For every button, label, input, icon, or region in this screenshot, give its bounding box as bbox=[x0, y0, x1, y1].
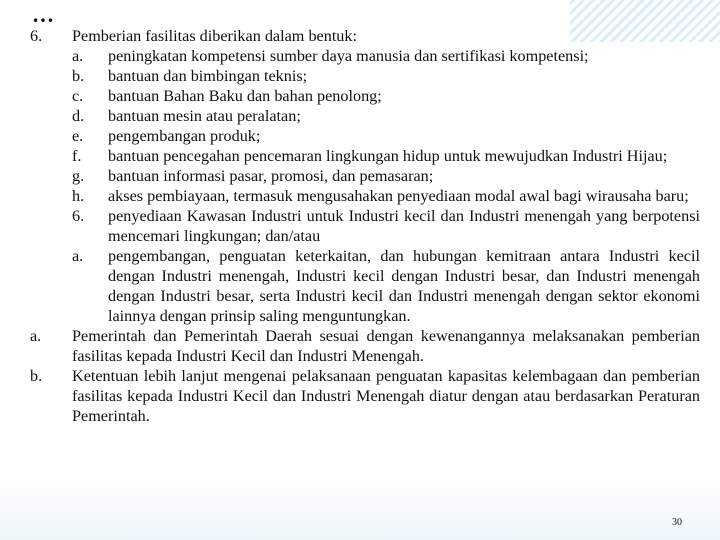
list-item-a bbox=[30, 326, 700, 366]
sub-marker: a. bbox=[72, 47, 84, 65]
continuation-ellipsis: … bbox=[32, 2, 55, 27]
sub-marker: 6. bbox=[72, 207, 85, 225]
sub-text: pengembangan, penguatan keterkaitan, dan hubungan kemitraan antara Industri kecil dengan Industri menengah, Industri kecil dengan Industri besar, dan Industri menengah dengan Industri besar, serta Industri kecil dan Industri menengah dengan sektor ekonomi lainnya dengan prinsip saling menguntungkan. bbox=[108, 247, 700, 325]
list-item-6 bbox=[30, 26, 700, 46]
sub-marker: c. bbox=[72, 87, 84, 105]
list-text: Pemerintah dan Pemerintah Daerah sesuai dengan kewenangannya melaksanakan pemberian fasilitas kepada Industri Kecil dan Industri Menengah. bbox=[72, 327, 700, 365]
sub-text: penyediaan Kawasan Industri untuk Industri kecil dan Industri menengah yang berpotensi mencemari lingkungan; dan/atau bbox=[108, 207, 700, 245]
sub-marker: h. bbox=[72, 187, 85, 205]
sub-text: bantuan informasi pasar, promosi, dan pemasaran; bbox=[108, 167, 434, 185]
list-number: a. bbox=[30, 327, 42, 345]
sub-item bbox=[72, 66, 700, 86]
sub-item bbox=[72, 206, 700, 246]
sub-text: peningkatan kompetensi sumber daya manusia dan sertifikasi kompetensi; bbox=[108, 47, 589, 65]
sub-marker: b. bbox=[72, 67, 85, 85]
sub-item bbox=[72, 106, 700, 126]
list-text: Ketentuan lebih lanjut mengenai pelaksanaan penguatan kapasitas kelembagaan dan pemberian fasilitas kepada Industri Kecil dan Industri Menengah diatur dengan atau berdasarkan Peraturan Pemerintah. bbox=[72, 367, 700, 425]
sub-text: bantuan dan bimbingan teknis; bbox=[108, 67, 308, 85]
sub-text: akses pembiayaan, termasuk mengusahakan penyediaan modal awal bagi wirausaha baru; bbox=[108, 187, 689, 205]
sub-marker: d. bbox=[72, 107, 85, 125]
list-text: Pemberian fasilitas diberikan dalam bentuk: bbox=[72, 27, 357, 45]
sub-item bbox=[72, 146, 700, 166]
sub-item bbox=[72, 166, 700, 186]
document-body bbox=[30, 26, 700, 426]
sub-marker: a. bbox=[72, 247, 84, 265]
sub-item bbox=[72, 186, 700, 206]
list-number: b. bbox=[30, 367, 43, 385]
sub-text: bantuan Bahan Baku dan bahan penolong; bbox=[108, 87, 382, 105]
sub-marker: g. bbox=[72, 167, 85, 185]
page-number: 30 bbox=[672, 517, 682, 528]
sub-item bbox=[72, 246, 700, 326]
sub-item bbox=[72, 86, 700, 106]
sub-text: pengembangan produk; bbox=[108, 127, 261, 145]
sub-marker: e. bbox=[72, 127, 84, 145]
list-number: 6. bbox=[30, 27, 43, 45]
sub-item bbox=[72, 46, 700, 66]
sub-item bbox=[72, 126, 700, 146]
sub-text: bantuan pencegahan pencemaran lingkungan hidup untuk mewujudkan Industri Hijau; bbox=[108, 147, 668, 165]
sub-marker: f. bbox=[72, 147, 82, 165]
list-item-b bbox=[30, 366, 700, 426]
sub-text: bantuan mesin atau peralatan; bbox=[108, 107, 301, 125]
